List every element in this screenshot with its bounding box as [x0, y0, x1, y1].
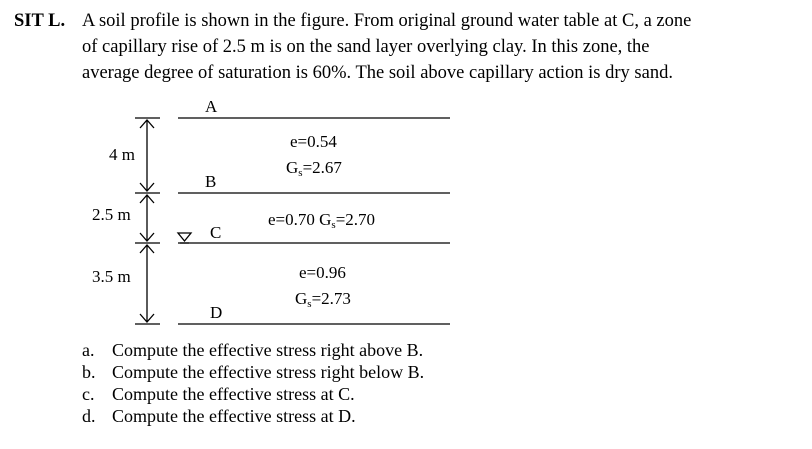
water-table-symbol: [178, 233, 191, 241]
point-c-label: C: [210, 223, 222, 242]
question-marker: d.: [82, 406, 96, 426]
layer1-void-ratio: e=0.54: [290, 132, 337, 151]
question-text: Compute the effective stress at C.: [112, 384, 355, 404]
question-d: [82, 406, 356, 427]
question-a: [82, 340, 424, 361]
layer1-specific-gravity: $G_s=2.67$: [286, 158, 342, 179]
layer3-void-ratio: e=0.96: [299, 263, 346, 282]
layer3-specific-gravity: $G_s=2.73$: [295, 289, 351, 310]
question-text: Compute the effective stress at D.: [112, 406, 356, 426]
question-c: [82, 384, 355, 405]
question-b: [82, 362, 425, 383]
question-marker: c.: [82, 384, 95, 404]
depth-label-layer3: 3.5 m: [92, 267, 131, 286]
depth-label-layer2: 2.5 m: [92, 205, 131, 224]
problem-line-3: average degree of saturation is 60%. The soil above capillary action is dry sand.: [82, 63, 673, 83]
point-b-label: B: [205, 172, 217, 191]
depth-label-layer1: 4 m: [109, 145, 135, 164]
point-d-label: D: [210, 303, 223, 322]
question-text: Compute the effective stress right above B.: [112, 340, 424, 360]
point-a-label: A: [205, 97, 218, 116]
problem-line-2: of capillary rise of 2.5 m is on the sand layer overlying clay. In this zone, the: [82, 37, 650, 57]
question-text: Compute the effective stress right below B.: [112, 362, 425, 382]
question-marker: b.: [82, 362, 96, 382]
problem-line-1: A soil profile is shown in the figure. From original ground water table at C, a zone: [82, 11, 692, 31]
question-marker: a.: [82, 340, 95, 360]
layer2-properties: e=0.70 $G_s=2.70$: [268, 210, 376, 231]
problem-label: SIT L.: [14, 11, 66, 31]
